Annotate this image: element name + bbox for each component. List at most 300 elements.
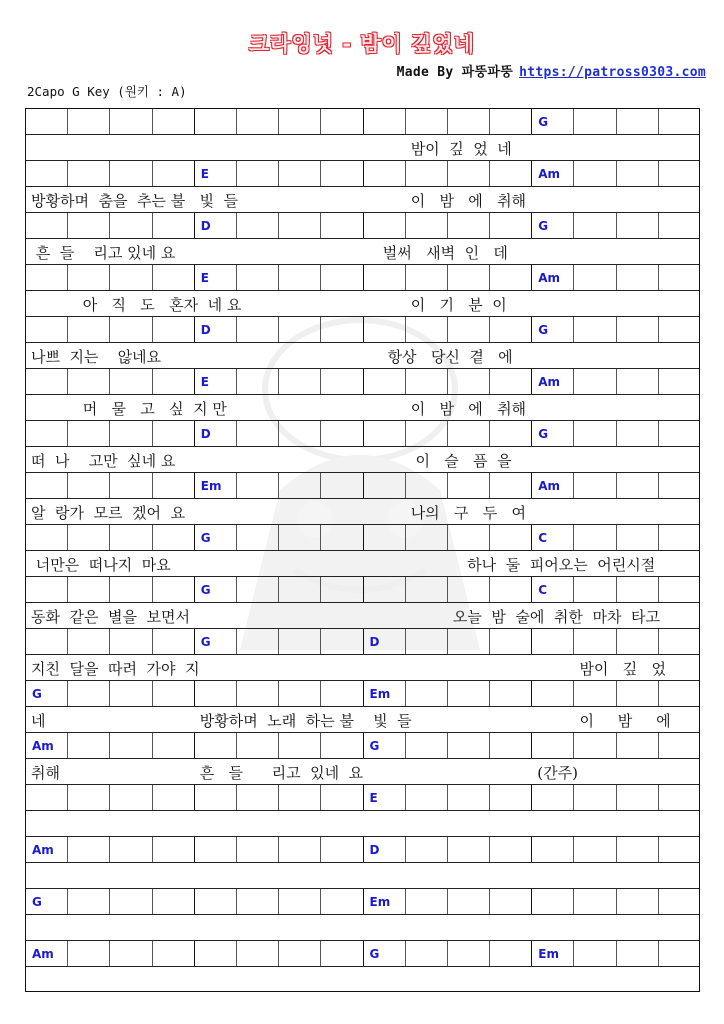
beat-cell	[363, 161, 405, 186]
lyric-row	[25, 602, 700, 628]
chord-row	[25, 888, 700, 914]
lyric-text: 머 물 고 싶 지 만	[73, 400, 227, 418]
beat-cell	[616, 317, 658, 342]
beat-cell	[531, 785, 573, 810]
lyric-row	[25, 186, 700, 212]
beat-cell	[236, 577, 278, 602]
beat-cell	[278, 577, 320, 602]
beat-cell	[573, 785, 615, 810]
beat-cell	[489, 785, 531, 810]
beat-cell	[489, 681, 531, 706]
beat-cell	[616, 109, 658, 134]
chord-sheet	[25, 108, 700, 992]
beat-cell	[109, 785, 151, 810]
beat-cell	[152, 629, 194, 654]
lyric-row	[25, 446, 700, 472]
beat-cell	[573, 525, 615, 550]
beat-cell	[489, 941, 531, 966]
beat-cell	[109, 681, 151, 706]
beat-cell	[25, 473, 67, 498]
beat-cell	[447, 161, 489, 186]
beat-cell	[152, 577, 194, 602]
beat-cell	[25, 421, 67, 446]
chord-label: G	[32, 687, 42, 701]
beat-cell	[405, 317, 447, 342]
beat-cell	[67, 629, 109, 654]
lyric-text: 지친 달을 따려 가야 지	[31, 660, 200, 678]
lyric-row	[25, 550, 700, 576]
beat-cell	[278, 213, 320, 238]
beat-cell	[152, 525, 194, 550]
beat-cell	[152, 837, 194, 862]
beat-cell	[278, 889, 320, 914]
chord-label: Am	[538, 271, 561, 285]
beat-cell	[573, 161, 615, 186]
lyric-text: 아 직 도 혼자 네 요	[73, 296, 242, 314]
lyric-text: 취해	[31, 764, 60, 782]
lyric-text: 방황하며 노래 하는 불 빛 들	[199, 712, 412, 730]
beat-cell	[573, 213, 615, 238]
beat-cell	[320, 161, 362, 186]
lyric-row	[25, 654, 700, 680]
chord-label: Am	[538, 167, 561, 181]
beat-cell	[616, 785, 658, 810]
beat-cell	[320, 629, 362, 654]
lyric-text: 떠 나 고만 싶네 요	[31, 452, 176, 470]
chord-label: E	[200, 375, 209, 389]
key-info: 2Capo G Key (원키 : A)	[27, 84, 187, 99]
beat-cell	[67, 889, 109, 914]
beat-cell	[405, 161, 447, 186]
chord-label: Am	[32, 739, 54, 753]
chord-label: E	[200, 271, 209, 285]
beat-cell	[320, 265, 362, 290]
beat-cell	[447, 265, 489, 290]
lyric-row	[25, 238, 700, 264]
beat-cell	[236, 213, 278, 238]
beat-cell	[489, 629, 531, 654]
beat-cell	[658, 577, 700, 602]
lyric-text: 방황하며 춤을 추는 불 빛 들	[31, 192, 239, 210]
lyric-text: 벌써 새벽 인 데	[368, 244, 508, 262]
beat-cell	[152, 733, 194, 758]
chord-row	[25, 212, 700, 238]
beat-cell	[658, 837, 700, 862]
beat-cell	[67, 161, 109, 186]
credit-author: Made By 파뚱파뚱	[396, 65, 514, 80]
beat-cell	[616, 473, 658, 498]
chord-label: D	[200, 323, 211, 337]
lyric-text: 동화 같은 별을 보면서	[31, 608, 191, 626]
beat-cell	[447, 733, 489, 758]
beat-cell	[109, 577, 151, 602]
chord-row	[25, 472, 700, 498]
lyric-row	[25, 498, 700, 524]
beat-cell	[616, 161, 658, 186]
beat-cell	[194, 733, 236, 758]
beat-cell	[25, 629, 67, 654]
beat-cell	[405, 265, 447, 290]
chord-label: D	[369, 843, 380, 857]
beat-cell	[236, 369, 278, 394]
beat-cell	[25, 785, 67, 810]
beat-cell	[109, 889, 151, 914]
lyric-text: 이 기 분 이	[410, 296, 507, 314]
chord-row	[25, 680, 700, 706]
beat-cell	[658, 421, 700, 446]
chord-row	[25, 524, 700, 550]
beat-cell	[236, 941, 278, 966]
beat-cell	[616, 837, 658, 862]
beat-cell	[363, 109, 405, 134]
chord-row	[25, 628, 700, 654]
beat-cell	[405, 109, 447, 134]
beat-cell	[405, 941, 447, 966]
lyric-text: 알 랑가 모르 겠어 요	[31, 504, 186, 522]
beat-cell	[67, 213, 109, 238]
beat-cell	[109, 629, 151, 654]
beat-cell	[447, 421, 489, 446]
lyric-text: 이 밤 에	[579, 712, 671, 730]
chord-label: G	[200, 531, 211, 545]
beat-cell	[658, 525, 700, 550]
beat-cell	[616, 889, 658, 914]
beat-cell	[531, 629, 573, 654]
beat-cell	[405, 577, 447, 602]
beat-cell	[194, 889, 236, 914]
beat-cell	[658, 369, 700, 394]
beat-cell	[363, 577, 405, 602]
beat-cell	[25, 213, 67, 238]
chord-label: G	[200, 583, 211, 597]
beat-cell	[616, 421, 658, 446]
beat-cell	[616, 629, 658, 654]
beat-cell	[658, 161, 700, 186]
beat-cell	[278, 733, 320, 758]
lyric-text: 이 밤 에 취해	[410, 400, 527, 418]
beat-cell	[152, 473, 194, 498]
beat-cell	[236, 629, 278, 654]
chord-row	[25, 368, 700, 394]
beat-cell	[67, 369, 109, 394]
beat-cell	[278, 941, 320, 966]
beat-cell	[67, 525, 109, 550]
lyric-row	[25, 914, 700, 940]
beat-cell	[447, 837, 489, 862]
beat-cell	[320, 941, 362, 966]
beat-cell	[236, 421, 278, 446]
lyric-row	[25, 290, 700, 316]
beat-cell	[658, 941, 700, 966]
beat-cell	[320, 473, 362, 498]
beat-cell	[489, 161, 531, 186]
beat-cell	[616, 941, 658, 966]
lyric-text: 너만은 떠나지 마요	[31, 556, 171, 574]
beat-cell	[489, 733, 531, 758]
beat-cell	[236, 109, 278, 134]
beat-cell	[489, 889, 531, 914]
chord-label: C	[538, 583, 548, 597]
chord-label: G	[369, 739, 380, 753]
beat-cell	[109, 421, 151, 446]
beat-cell	[489, 837, 531, 862]
lyric-text: 흔 들 리고 있네 요	[31, 244, 176, 262]
beat-cell	[447, 941, 489, 966]
beat-cell	[152, 161, 194, 186]
beat-cell	[405, 473, 447, 498]
beat-cell	[658, 733, 700, 758]
lyric-text: 이 슬 픔 을	[410, 452, 512, 470]
beat-cell	[278, 525, 320, 550]
lyric-text: 오늘 밤 술에 취한 마차 타고	[452, 608, 660, 626]
chord-row	[25, 784, 700, 810]
beat-cell	[405, 785, 447, 810]
beat-cell	[67, 109, 109, 134]
beat-cell	[405, 369, 447, 394]
beat-cell	[25, 161, 67, 186]
beat-cell	[67, 785, 109, 810]
beat-cell	[405, 889, 447, 914]
beat-cell	[489, 213, 531, 238]
beat-cell	[616, 525, 658, 550]
beat-cell	[236, 837, 278, 862]
lyric-row	[25, 394, 700, 420]
chord-label: Em	[538, 947, 559, 961]
beat-cell	[152, 213, 194, 238]
chord-label: Em	[369, 687, 391, 701]
beat-cell	[236, 317, 278, 342]
beat-cell	[278, 265, 320, 290]
beat-cell	[109, 941, 151, 966]
lyric-row	[25, 810, 700, 836]
beat-cell	[489, 421, 531, 446]
beat-cell	[67, 681, 109, 706]
beat-cell	[616, 577, 658, 602]
beat-cell	[405, 681, 447, 706]
beat-cell	[236, 161, 278, 186]
beat-cell	[363, 421, 405, 446]
beat-cell	[531, 733, 573, 758]
beat-cell	[616, 369, 658, 394]
beat-cell	[573, 421, 615, 446]
beat-cell	[573, 317, 615, 342]
beat-cell	[531, 837, 573, 862]
beat-cell	[278, 837, 320, 862]
beat-cell	[194, 837, 236, 862]
chord-label: G	[32, 895, 42, 909]
beat-cell	[152, 421, 194, 446]
beat-cell	[194, 941, 236, 966]
lyric-row	[25, 342, 700, 368]
chord-row	[25, 732, 700, 758]
beat-cell	[658, 629, 700, 654]
beat-cell	[616, 213, 658, 238]
lyric-text: 하나 둘 피어오는 어린시절	[452, 556, 656, 574]
lyric-text: (간주)	[537, 764, 578, 782]
lyric-row	[25, 134, 700, 160]
lyric-row	[25, 706, 700, 732]
lyric-row	[25, 758, 700, 784]
chord-label: Em	[369, 895, 391, 909]
beat-cell	[152, 317, 194, 342]
beat-cell	[531, 681, 573, 706]
chord-label: G	[538, 323, 549, 337]
beat-cell	[25, 265, 67, 290]
beat-cell	[67, 733, 109, 758]
beat-cell	[67, 421, 109, 446]
beat-cell	[405, 525, 447, 550]
lyric-text: 흔 들 리고 있네 요	[199, 764, 364, 782]
chord-row	[25, 836, 700, 862]
chord-label: Am	[538, 375, 561, 389]
beat-cell	[658, 317, 700, 342]
beat-cell	[658, 109, 700, 134]
chord-row	[25, 576, 700, 602]
beat-cell	[447, 889, 489, 914]
beat-cell	[25, 109, 67, 134]
chord-row	[25, 108, 700, 134]
beat-cell	[236, 681, 278, 706]
beat-cell	[109, 837, 151, 862]
beat-cell	[405, 733, 447, 758]
beat-cell	[447, 681, 489, 706]
beat-cell	[489, 525, 531, 550]
beat-cell	[363, 213, 405, 238]
beat-cell	[152, 889, 194, 914]
beat-cell	[573, 837, 615, 862]
beat-cell	[405, 629, 447, 654]
beat-cell	[363, 265, 405, 290]
lyric-text: 항상 당신 곁 에	[368, 348, 513, 366]
beat-cell	[152, 369, 194, 394]
chord-label: D	[200, 219, 211, 233]
beat-cell	[405, 421, 447, 446]
beat-cell	[320, 889, 362, 914]
chord-label: G	[538, 115, 549, 129]
lyric-row	[25, 966, 700, 992]
beat-cell	[109, 265, 151, 290]
beat-cell	[152, 785, 194, 810]
chord-label: G	[200, 635, 211, 649]
credit-line	[397, 61, 706, 80]
chord-row	[25, 160, 700, 186]
beat-cell	[531, 889, 573, 914]
beat-cell	[489, 369, 531, 394]
beat-cell	[489, 577, 531, 602]
beat-cell	[278, 317, 320, 342]
beat-cell	[67, 577, 109, 602]
beat-cell	[25, 317, 67, 342]
beat-cell	[573, 369, 615, 394]
beat-cell	[278, 785, 320, 810]
beat-cell	[236, 889, 278, 914]
beat-cell	[320, 421, 362, 446]
beat-cell	[573, 577, 615, 602]
beat-cell	[67, 473, 109, 498]
beat-cell	[278, 473, 320, 498]
beat-cell	[25, 525, 67, 550]
beat-cell	[152, 265, 194, 290]
beat-cell	[109, 733, 151, 758]
beat-cell	[616, 733, 658, 758]
beat-cell	[489, 473, 531, 498]
beat-cell	[278, 421, 320, 446]
beat-cell	[25, 369, 67, 394]
beat-cell	[278, 629, 320, 654]
beat-cell	[320, 681, 362, 706]
beat-cell	[405, 213, 447, 238]
beat-cell	[573, 889, 615, 914]
beat-cell	[363, 369, 405, 394]
lyric-text: 나의 구 두 여	[410, 504, 527, 522]
beat-cell	[320, 837, 362, 862]
beat-cell	[658, 785, 700, 810]
beat-cell	[658, 473, 700, 498]
chord-row	[25, 264, 700, 290]
beat-cell	[109, 161, 151, 186]
beat-cell	[236, 525, 278, 550]
beat-cell	[489, 317, 531, 342]
beat-cell	[447, 785, 489, 810]
lyric-text: 이 밤 에 취해	[410, 192, 527, 210]
page-title: 크라잉넛 - 밤이 깊었네	[248, 32, 476, 56]
beat-cell	[152, 109, 194, 134]
beat-cell	[67, 837, 109, 862]
lyric-text: 네	[31, 712, 46, 730]
beat-cell	[616, 265, 658, 290]
beat-cell	[658, 265, 700, 290]
beat-cell	[109, 369, 151, 394]
beat-cell	[320, 733, 362, 758]
beat-cell	[152, 941, 194, 966]
beat-cell	[236, 733, 278, 758]
beat-cell	[320, 369, 362, 394]
beat-cell	[658, 681, 700, 706]
beat-cell	[109, 213, 151, 238]
beat-cell	[236, 265, 278, 290]
beat-cell	[320, 317, 362, 342]
beat-cell	[194, 681, 236, 706]
beat-cell	[320, 785, 362, 810]
chord-row	[25, 420, 700, 446]
beat-cell	[489, 265, 531, 290]
beat-cell	[320, 109, 362, 134]
beat-cell	[489, 109, 531, 134]
chord-label: G	[538, 427, 549, 441]
beat-cell	[616, 681, 658, 706]
beat-cell	[194, 785, 236, 810]
beat-cell	[447, 577, 489, 602]
beat-cell	[658, 889, 700, 914]
lyric-text: 밤이 깊 었 네	[410, 140, 512, 158]
lyric-text: 밤이 깊 었	[579, 660, 667, 678]
beat-cell	[573, 733, 615, 758]
credit-url-link[interactable]: https://patross0303.com	[519, 65, 706, 80]
chord-label: Em	[200, 479, 222, 493]
beat-cell	[109, 525, 151, 550]
beat-cell	[67, 941, 109, 966]
lyric-row	[25, 862, 700, 888]
chord-row	[25, 940, 700, 966]
beat-cell	[67, 317, 109, 342]
beat-cell	[573, 109, 615, 134]
beat-cell	[573, 941, 615, 966]
beat-cell	[152, 681, 194, 706]
beat-cell	[363, 525, 405, 550]
chord-row	[25, 316, 700, 342]
beat-cell	[109, 473, 151, 498]
beat-cell	[278, 681, 320, 706]
